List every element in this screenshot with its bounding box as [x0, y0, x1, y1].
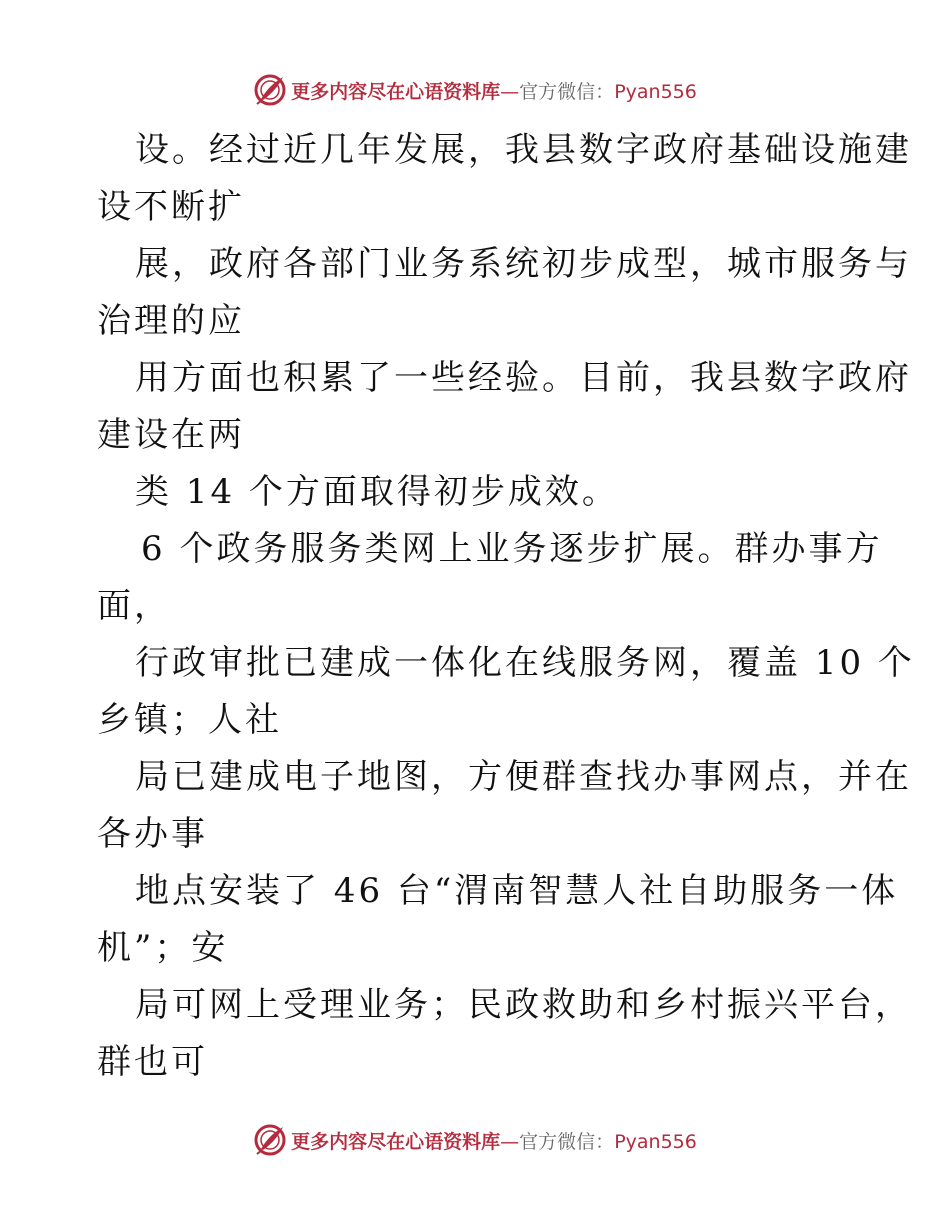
- body-line: 群也可: [97, 1042, 208, 1082]
- body-line: 设。经过近几年发展，我县数字政府基础设施建: [135, 130, 912, 170]
- body-line: 用方面也积累了一些经验。目前，我县数字政府: [135, 358, 912, 398]
- body-line: 展，政府各部门业务系统初步成型，城市服务与: [135, 244, 912, 284]
- body-line: 治理的应: [97, 301, 245, 341]
- body-line: 6 个政务服务类网上业务逐步扩展。群办事方: [141, 529, 883, 569]
- footer-handle: Pyan556: [614, 1130, 697, 1153]
- footer-text: [291, 1127, 697, 1154]
- header-wechat-label: 官方微信：: [519, 80, 615, 103]
- body-line: 行政审批已建成一体化在线服务网，覆盖 10 个: [135, 643, 915, 683]
- footer-site-name: 更多内容尽在心语资料库: [291, 1130, 501, 1153]
- header-banner: [0, 70, 950, 110]
- header-handle: Pyan556: [614, 80, 697, 103]
- footer-banner: [0, 1120, 950, 1160]
- body-line: 面，: [97, 586, 171, 626]
- body-line: 机”；安: [97, 928, 229, 968]
- document-body: [97, 122, 915, 1091]
- body-line: 设不断扩: [97, 187, 245, 227]
- header-dash: —: [500, 80, 520, 103]
- body-line: 类 14 个方面取得初步成效。: [135, 472, 619, 512]
- header-site-name: 更多内容尽在心语资料库: [291, 80, 501, 103]
- body-line: 局可网上受理业务；民政救助和乡村振兴平台，: [135, 985, 912, 1025]
- footer-wechat-label: 官方微信：: [519, 1130, 615, 1153]
- body-line: 建设在两: [97, 415, 245, 455]
- body-line: 各办事: [97, 814, 208, 854]
- body-line: 地点安装了 46 台“渭南智慧人社自助服务一体: [135, 871, 899, 911]
- feather-pen-logo-icon: [253, 73, 287, 107]
- body-line: 乡镇；人社: [97, 700, 282, 740]
- header-text: [291, 77, 697, 104]
- feather-pen-logo-icon: [253, 1123, 287, 1157]
- body-line: 局已建成电子地图，方便群查找办事网点，并在: [135, 757, 912, 797]
- footer-dash: —: [500, 1130, 520, 1153]
